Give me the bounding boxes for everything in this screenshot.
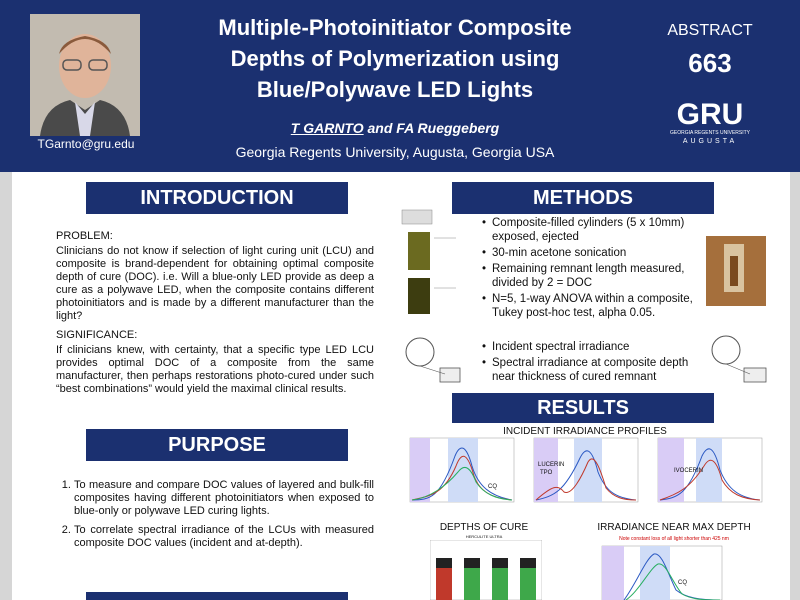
- poster-title: [160, 12, 630, 105]
- problem-label: PROBLEM:: [56, 230, 113, 242]
- purpose-item-2: 2. To correlate spectral irradiance of the LCUs with measured composite DOC values (incident and at-depth).: [74, 524, 374, 550]
- methods-heading: METHODS: [452, 182, 714, 214]
- results-heading: RESULTS: [452, 393, 714, 423]
- methods-item-4: • N=5, 1-way ANOVA within a composite, Tukey post-hoc test, alpha 0.05.: [492, 292, 704, 320]
- irradiance-profile-2: [524, 436, 642, 510]
- panel-label-2: LUCERIN: [538, 462, 565, 468]
- svg-text:TPO: TPO: [540, 470, 553, 476]
- introduction-heading: INTRODUCTION: [86, 182, 348, 214]
- significance-label: SIGNIFICANCE:: [56, 329, 138, 341]
- next-section-heading: [86, 592, 348, 600]
- logo-line-1: GEORGIA REGENTS UNIVERSITY: [669, 130, 751, 136]
- problem-text: Clinicians do not know if selection of light curing unit (LCU) and composite is brand-dependent for obtaining optimal composite depth of cure (DOC). i.e. Will a blue-only LED provide as deep a cure as a polywave LED, when the composite contains different photoinitiators and is made by a different manufacturer than the light?: [56, 245, 374, 322]
- max-depth-title: IRRADIANCE NEAR MAX DEPTH: [597, 522, 751, 533]
- purpose-list: [56, 479, 374, 556]
- primary-author: T GARNTO: [290, 120, 364, 136]
- affiliation: Georgia Regents University, Augusta, Georgia USA: [235, 144, 555, 160]
- methods-item-2: • 30-min acetone sonication: [492, 246, 704, 260]
- authors: [160, 120, 630, 136]
- methods-list-2: [478, 340, 704, 386]
- panel-label-3: IVOCERIN: [674, 468, 704, 474]
- panel-label-4: CQ: [678, 580, 687, 586]
- purpose-heading: PURPOSE: [86, 429, 348, 461]
- panel-label-1: CQ: [488, 484, 497, 490]
- title-line-1: Multiple-Photoinitiator Composite: [218, 15, 572, 40]
- irradiance-profile-3: [648, 436, 766, 510]
- purpose-item-1: 1. To measure and compare DOC values of layered and bulk-fill composites having different photoinitiators when exposed to blue-only or polywave LED curing lights.: [74, 479, 374, 518]
- specimen-diagram: [396, 208, 466, 333]
- irradiance-profile-1: [400, 436, 518, 510]
- co-authors: and FA Rueggeberg: [363, 120, 500, 136]
- gru-logo: [660, 94, 760, 146]
- doc-bar-chart: [430, 540, 542, 600]
- significance-text: If clinicians knew, with certainty, that a specific type LED LCU provides optimal DOC of a composite from the same manufacturer, then perhaps restorations photo-cured under such “best combinations” would yield the maximal clinical results.: [56, 344, 374, 395]
- abstract-label: ABSTRACT: [667, 22, 753, 39]
- depth-setup-diagram: [706, 332, 772, 392]
- title-line-3: Blue/Polywave LED Lights: [256, 77, 534, 102]
- sonication-photo: [706, 236, 766, 306]
- max-depth-note: Note constant loss of all light shorter than 425 nm: [619, 536, 729, 542]
- methods-item-1: • Composite-filled cylinders (5 x 10mm) exposed, ejected: [492, 216, 704, 244]
- doc-subtitle: HERCULITE ULTRA: [465, 534, 503, 539]
- logo-line-2: AUGUSTA: [682, 138, 738, 145]
- profiles-title: INCIDENT IRRADIANCE PROFILES: [503, 426, 667, 437]
- methods-list: [478, 216, 704, 322]
- incident-setup-diagram: [400, 334, 466, 394]
- methods-item-3: • Remaining remnant length measured, divided by 2 = DOC: [492, 262, 704, 290]
- poster-header: [0, 0, 800, 172]
- logo-name: GRU: [676, 98, 744, 131]
- title-line-2: Depths of Polymerization using: [230, 46, 560, 71]
- introduction-text: [56, 230, 374, 398]
- author-photo: [30, 14, 140, 136]
- max-depth-chart: [596, 544, 726, 600]
- abstract-number: 663: [688, 48, 732, 78]
- methods-item-6: • Spectral irradiance at composite depth near thickness of cured remnant: [492, 356, 704, 384]
- methods-item-5: • Incident spectral irradiance: [492, 340, 704, 354]
- author-email[interactable]: TGarnto@gru.edu: [37, 137, 135, 151]
- doc-title: DEPTHS OF CURE: [439, 522, 529, 533]
